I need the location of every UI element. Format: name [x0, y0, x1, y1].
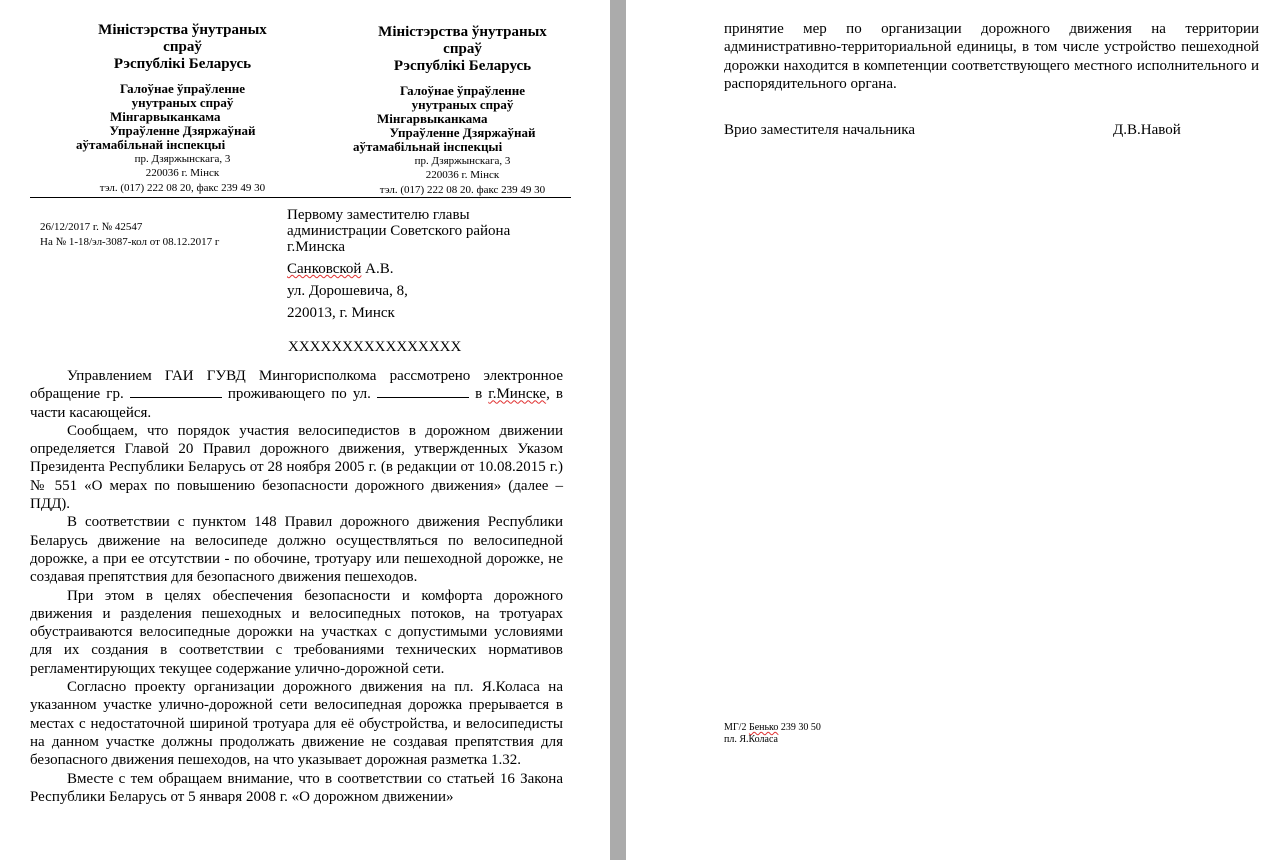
letterhead-russian [345, 24, 580, 197]
dept-line-4: Упраўленне Дзяржаўнай [389, 125, 536, 140]
ministry-line-3: Рэспублікі Беларусь [393, 58, 532, 74]
address-line-1: пр. Дзяржынскага, 3 [134, 153, 231, 165]
address-line-2: 220036 г. Мінск [425, 169, 500, 181]
recipient-city: 220013, г. Минск [287, 305, 395, 321]
continuation-paragraph: принятие мер по организации дорожного движения на территории административно-территориальной единицы, в том числе устройство пешеходной дорожки находится в компетенции соответствующего местного исполнительного и распорядительного органа. [724, 21, 1259, 92]
dept-line-3: Мінгарвыканкама [110, 109, 221, 124]
p1-text-c: в [475, 386, 483, 403]
dept-line-5: аўтамабільнай інспекцыі [353, 139, 503, 154]
recipient-surname: Санковской [287, 261, 362, 277]
recipient-line-3: г.Минска [287, 239, 345, 255]
outgoing-date-number: 26/12/2017 г. № 42547 [40, 221, 143, 233]
address-line-1: пр. Дзяржынскага, 3 [414, 155, 511, 167]
ministry-line-2: спраў [163, 39, 202, 55]
blank-field-street [377, 385, 469, 398]
ministry-line-1: Міністэрства ўнутраных [378, 24, 547, 40]
document-page-1 [0, 0, 610, 860]
executor-line [724, 722, 821, 734]
signer-name: Д.В.Навой [1113, 122, 1181, 138]
dept-line-2: унутраных спраў [411, 97, 514, 112]
letter-body [30, 367, 563, 806]
file-reference: пл. Я.Коласа [724, 734, 778, 745]
phone-line: тэл. (017) 222 08 20, факс 239 49 30 [99, 182, 266, 194]
dept-line-2: унутраных спраў [131, 95, 234, 110]
blank-field-name [130, 385, 222, 398]
document-page-2 [626, 0, 1280, 860]
executor-prefix: МГ/2 [724, 722, 749, 733]
ministry-line-3: Рэспублікі Беларусь [113, 56, 252, 72]
signer-title: Врио заместителя начальника [724, 122, 915, 138]
recipient-name [287, 261, 547, 277]
address-line-2: 220036 г. Мінск [145, 167, 220, 179]
dept-line-1: Галоўнае ўпраўленне [119, 81, 246, 96]
executor-name: Бенько [748, 722, 779, 733]
paragraph-3: В соответствии с пунктом 148 Правил дорожного движения Республики Беларусь движение на велосипеде должно осуществляться по велосипедной дорожке, а при ее отсутствии - по обочине, тротуару или пешеходной дорожке, не создавая препятствия для безопасного движения пешеходов. [30, 514, 563, 586]
ministry-line-1: Міністэрства ўнутраных [98, 22, 267, 38]
recipient-street: ул. Дорошевича, 8, [287, 283, 408, 299]
dept-line-5: аўтамабільнай інспекцыі [76, 137, 226, 152]
phone-line: тэл. (017) 222 08 20. факс 239 49 30 [379, 184, 546, 196]
dept-line-4: Упраўленне Дзяржаўнай [109, 123, 256, 138]
ministry-line-2: спраў [443, 41, 482, 57]
header-divider [30, 197, 571, 198]
recipient-line-2: администрации Советского района [287, 223, 511, 239]
recipient-line-1: Первому заместителю главы [287, 207, 470, 223]
recipient-block [287, 207, 547, 321]
paragraph-2: Сообщаем, что порядок участия велосипедистов в дорожном движении определяется Главой 20 Правил дорожного движения, утвержденных Указом Президента Республики Беларусь от 28 ноября 2005 г. (в редакции от 10.08.2015 г.) № 551 «О мерах по повышению безопасности дорожного движения» (далее – ПДД). [30, 422, 563, 513]
dept-line-3: Мінгарвыканкама [377, 111, 488, 126]
executor-phone: 239 30 50 [778, 722, 821, 733]
paragraph-5: Согласно проекту организации дорожного движения на пл. Я.Коласа на указанном участке улично-дорожной сети велосипедная дорожка прерывается в местах с недостаточной шириной тротуара для её обустройства, и велосипедисты на данном участке должны продолжать движение не создавая препятствия для безопасного движения пешеходов, на что указывает дорожная разметка 1.32. [30, 679, 563, 769]
recipient-initials: А.В. [361, 261, 394, 277]
dept-line-1: Галоўнае ўпраўленне [399, 83, 526, 98]
p1-text-a: Управлением ГАИ ГУВД Мингорисполкома рассмотрено электронное обращение гр. [30, 368, 563, 403]
p1-text-d: , в части касающейся. [30, 386, 563, 421]
incoming-reference: На № 1-18/эл-3087-кол от 08.12.2017 г [40, 236, 220, 248]
p1-city: г.Минске [488, 386, 547, 403]
paragraph-1 [30, 367, 563, 422]
p1-text-b: проживающего по ул. [227, 386, 371, 403]
salutation: ХХХХХХХХХХХХХХХХ [288, 339, 462, 355]
paragraph-6: Вместе с тем обращаем внимание, что в соответствии со статьей 16 Закона Республики Беларусь от 5 января 2008 г. «О дорожном движении» [30, 770, 563, 805]
letterhead-belarusian [70, 22, 295, 195]
paragraph-4: При этом в целях обеспечения безопасности и комфорта дорожного движения и разделения пешеходных и велосипедных потоков, на тротуарах обустраиваются велосипедные дорожки на участках с допустимыми условиями для их создания в соответствии с требованиями технических нормативов регламентирующих текущее содержание улично-дорожной сети. [30, 587, 563, 677]
